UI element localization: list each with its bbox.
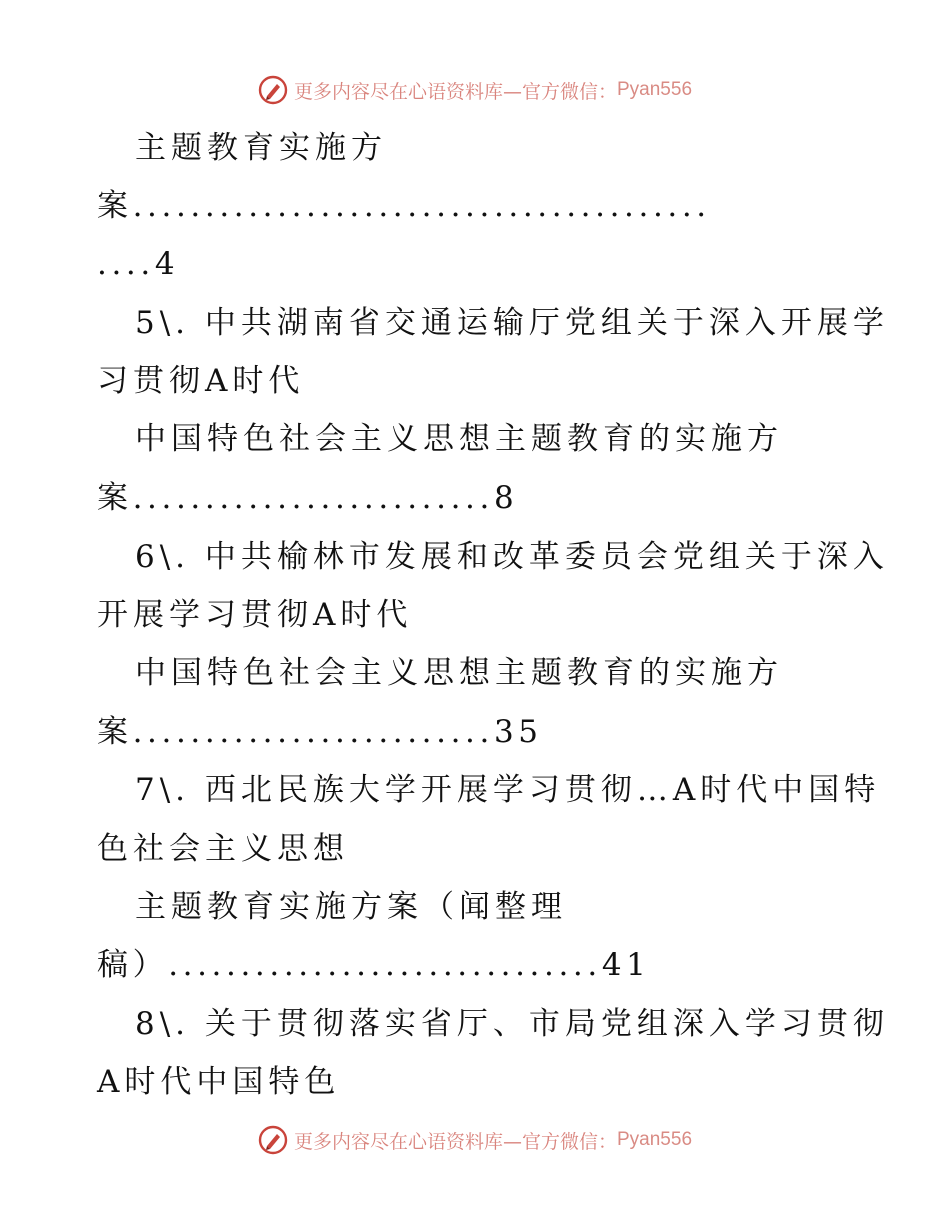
- watermark-text: 更多内容尽在心语资料库—官方微信：: [293, 1130, 617, 1153]
- toc-line: 5\. 中共湖南省交通运输厅党组关于深入开展学: [135, 305, 889, 341]
- toc-line: 案.........................8: [97, 480, 519, 516]
- pen-circle-icon: [258, 1125, 288, 1155]
- toc-line: A时代中国特色: [97, 1064, 341, 1100]
- toc-line: 开展学习贯彻A时代: [97, 597, 413, 633]
- toc-line: 案........................................: [97, 188, 711, 224]
- watermark-text: 更多内容尽在心语资料库—官方微信：: [293, 80, 617, 103]
- toc-line: 主题教育实施方: [135, 130, 387, 166]
- toc-line: 色社会主义思想: [97, 831, 349, 867]
- toc-line: ....4: [97, 246, 180, 282]
- toc-line: 中国特色社会主义思想主题教育的实施方: [135, 421, 783, 457]
- toc-line: 8\. 关于贯彻落实省厅、市局党组深入学习贯彻: [135, 1006, 889, 1042]
- toc-line: 稿）..............................41: [97, 947, 651, 983]
- watermark-contact: Pyan556: [617, 1129, 693, 1150]
- footer-watermark: [0, 1122, 950, 1158]
- toc-line: 中国特色社会主义思想主题教育的实施方: [135, 655, 783, 691]
- toc-line: 6\. 中共榆林市发展和改革委员会党组关于深入: [135, 539, 889, 575]
- watermark-contact: Pyan556: [617, 79, 693, 100]
- toc-line: 主题教育实施方案（闻整理: [135, 889, 567, 925]
- toc-line: 7\. 西北民族大学开展学习贯彻…A时代中国特: [135, 772, 881, 808]
- toc-line: 习贯彻A时代: [97, 363, 305, 399]
- toc-line: 案.........................35: [97, 714, 543, 750]
